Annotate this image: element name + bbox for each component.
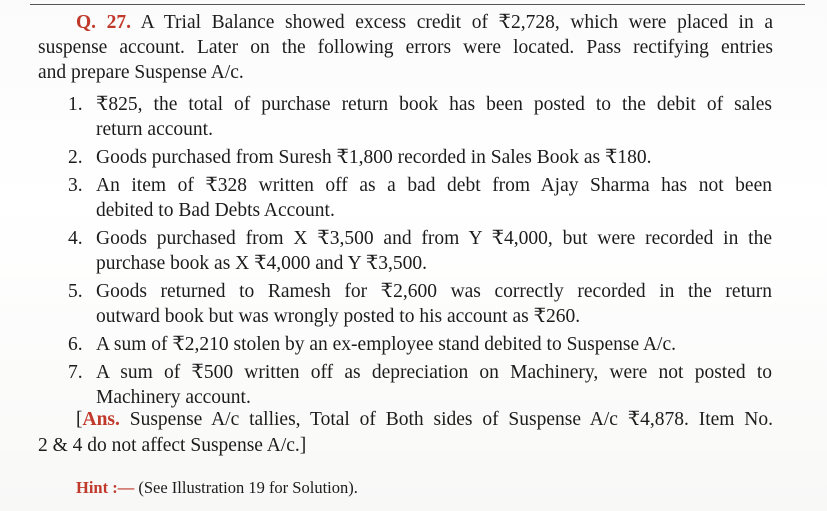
error-item-4	[60, 226, 772, 276]
errors-list	[60, 92, 772, 413]
error-item-7	[60, 360, 772, 410]
answer-block	[38, 407, 773, 459]
error-number: 6.	[68, 334, 83, 355]
question-text-1: A Trial Balance showed excess credit of ₹2,728, which were placed in a	[140, 12, 773, 33]
hint-text: (See Illustration 19 for Solution).	[138, 478, 358, 497]
error-number: 4.	[68, 228, 83, 249]
answer-line-2: 2 & 4 do not affect Suspense A/c.]	[38, 435, 307, 456]
answer-label: Ans.	[82, 409, 120, 430]
error-text-line: A sum of ₹2,210 stolen by an ex-employee stand debited to Suspense A/c.	[96, 334, 676, 355]
error-item-2	[60, 145, 772, 170]
error-item-3	[60, 173, 772, 223]
error-text-line: debited to Bad Debts Account.	[96, 200, 335, 221]
error-text-line: Goods returned to Ramesh for ₹2,600 was correctly recorded in the return	[96, 281, 772, 302]
error-text-line: Goods purchased from X ₹3,500 and from Y ₹4,000, but were recorded in the	[96, 228, 772, 249]
error-item-6	[60, 332, 772, 357]
answer-text-1: Suspense A/c tallies, Total of Both sides of Suspense A/c ₹4,878. Item No.	[129, 409, 774, 430]
error-text-line: Goods purchased from Suresh ₹1,800 recorded in Sales Book as ₹180.	[96, 147, 652, 168]
hint-label: Hint :—	[76, 478, 135, 497]
error-text-line: Machinery account.	[96, 387, 251, 408]
error-item-5	[60, 279, 772, 329]
question-number: Q. 27.	[76, 12, 132, 33]
error-item-1	[60, 92, 772, 142]
answer-open-bracket: [	[76, 409, 83, 430]
error-number: 5.	[68, 281, 83, 302]
hint-line	[76, 478, 358, 498]
error-number: 3.	[68, 175, 83, 196]
answer-line-1	[38, 407, 773, 433]
error-text-line: return account.	[96, 119, 213, 140]
error-text-line: An item of ₹328 written off as a bad debt from Ajay Sharma has not been	[96, 175, 772, 196]
error-number: 7.	[68, 362, 83, 383]
error-text-line: outward book but was wrongly posted to his account as ₹260.	[96, 306, 581, 327]
question-block	[38, 10, 773, 85]
error-text-line: purchase book as X ₹4,000 and Y ₹3,500.	[96, 253, 427, 274]
top-divider	[30, 4, 805, 5]
error-number: 1.	[68, 94, 83, 115]
error-text-line: ₹825, the total of purchase return book has been posted to the debit of sales	[96, 94, 772, 115]
question-line-2: suspense account. Later on the following errors were located. Pass rectifying entries	[38, 37, 773, 58]
question-line-1	[38, 10, 773, 35]
error-text-line: A sum of ₹500 written off as depreciation on Machinery, were not posted to	[96, 362, 772, 383]
error-number: 2.	[68, 147, 83, 168]
question-line-3: and prepare Suspense A/c.	[38, 62, 244, 83]
